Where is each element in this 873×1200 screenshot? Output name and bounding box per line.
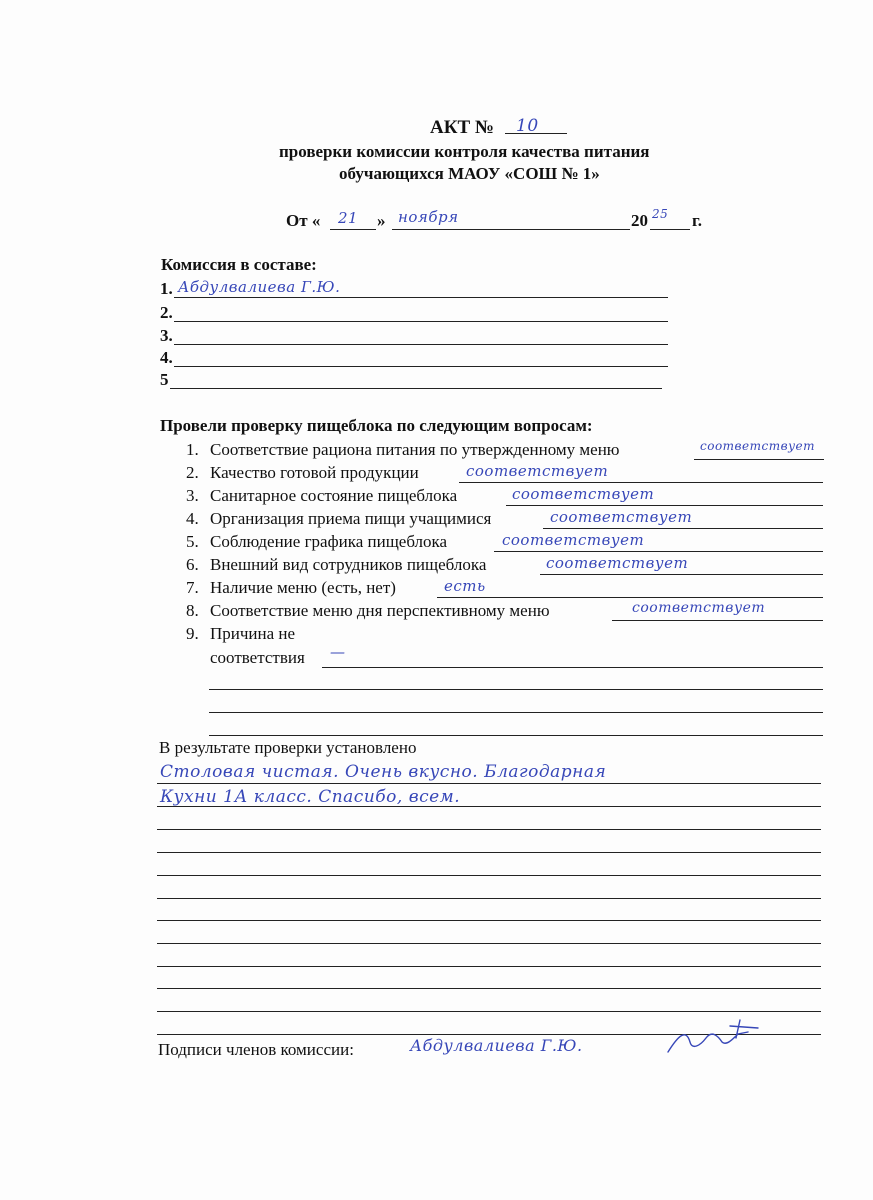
result-line (157, 943, 821, 944)
question-answer: соответствует (502, 531, 645, 549)
date-close-quote: » (377, 211, 386, 230)
member-number: 1. (160, 279, 173, 298)
question-number: 5. (186, 532, 199, 551)
question-number: 8. (186, 601, 199, 620)
date-year-prefix: 20 (631, 211, 648, 230)
act-number: 10 (516, 116, 539, 136)
member-line (174, 297, 668, 298)
question-number: 4. (186, 509, 199, 528)
answer-line (459, 482, 823, 483)
question-label: Организация приема пищи учащимися (210, 509, 492, 528)
handwritten-signature (660, 1016, 770, 1060)
answer-line (694, 459, 824, 460)
act-number-underline (505, 133, 567, 134)
subtitle-line-1: проверки комиссии контроля качества питания (279, 142, 650, 161)
result-line (157, 1011, 821, 1012)
member-number: 4. (160, 348, 173, 367)
member-number: 3. (160, 326, 173, 345)
question-label: Санитарное состояние пищеблока (210, 486, 458, 505)
question-label: Соответствие рациона питания по утвержденному меню (210, 440, 620, 459)
member-line (174, 366, 668, 367)
reason-line (209, 712, 823, 713)
member-line (174, 344, 668, 345)
reason-answer: — (330, 643, 346, 661)
question-label: Наличие меню (есть, нет) (210, 578, 396, 597)
date-day-underline (330, 229, 376, 230)
answer-line (494, 551, 823, 552)
answer-line (437, 597, 823, 598)
date-year-suffix: 25 (652, 207, 669, 221)
signatures-label: Подписи членов комиссии: (158, 1040, 354, 1059)
reason-label-2: соответствия (210, 648, 305, 667)
date-year-unit: г. (692, 211, 703, 230)
question-label: Соответствие меню дня перспективному меню (210, 601, 550, 620)
result-line (157, 988, 821, 989)
question-answer: есть (444, 577, 486, 595)
answer-line (540, 574, 823, 575)
question-answer: соответствует (550, 508, 693, 526)
question-label: Внешний вид сотрудников пищеблока (210, 555, 487, 574)
member-number: 5 (160, 370, 169, 389)
member-number: 2. (160, 303, 173, 322)
date-from-label: От « (286, 211, 321, 230)
question-answer: соответствует (512, 485, 655, 503)
date-month-underline (392, 229, 630, 230)
date-year-underline (650, 229, 690, 230)
question-answer: соответствует (700, 439, 816, 453)
reason-line (209, 735, 823, 736)
question-label: Соблюдение графика пищеблока (210, 532, 448, 551)
result-line (157, 920, 821, 921)
commission-heading: Комиссия в составе: (161, 255, 317, 274)
date-day: 21 (338, 209, 359, 227)
question-answer: соответствует (466, 462, 609, 480)
reason-number: 9. (186, 624, 199, 643)
reason-label-1: Причина не (210, 624, 296, 643)
date-month: ноября (398, 208, 459, 226)
result-line-1: Столовая чистая. Очень вкусно. Благодарная (160, 762, 607, 782)
result-heading: В результате проверки установлено (159, 738, 417, 757)
reason-line (322, 667, 823, 668)
question-number: 1. (186, 440, 199, 459)
result-line (157, 829, 821, 830)
result-line (157, 966, 821, 967)
member-line (170, 388, 662, 389)
question-number: 6. (186, 555, 199, 574)
subtitle-line-2: обучающихся МАОУ «СОШ № 1» (339, 164, 600, 183)
answer-line (543, 528, 823, 529)
result-line (157, 898, 821, 899)
result-line (157, 783, 821, 784)
result-line (157, 852, 821, 853)
signatures-value: Абдулвалиева Г.Ю. (410, 1036, 583, 1055)
question-answer: соответствует (546, 554, 689, 572)
result-line (157, 806, 821, 807)
question-answer: соответствует (632, 600, 766, 616)
question-number: 3. (186, 486, 199, 505)
act-title (430, 117, 494, 139)
act-label: АКТ № (430, 117, 495, 138)
answer-line (612, 620, 823, 621)
result-line (157, 875, 821, 876)
question-number: 2. (186, 463, 199, 482)
question-label: Качество готовой продукции (210, 463, 419, 482)
question-number: 7. (186, 578, 199, 597)
inspection-heading: Провели проверку пищеблока по следующим вопросам: (160, 416, 593, 435)
member-line (174, 321, 668, 322)
reason-line (209, 689, 823, 690)
result-line-2: Кухни 1А класс. Спасибо, всем. (160, 787, 461, 807)
member-name: Абдулвалиева Г.Ю. (178, 278, 341, 296)
answer-line (506, 505, 823, 506)
